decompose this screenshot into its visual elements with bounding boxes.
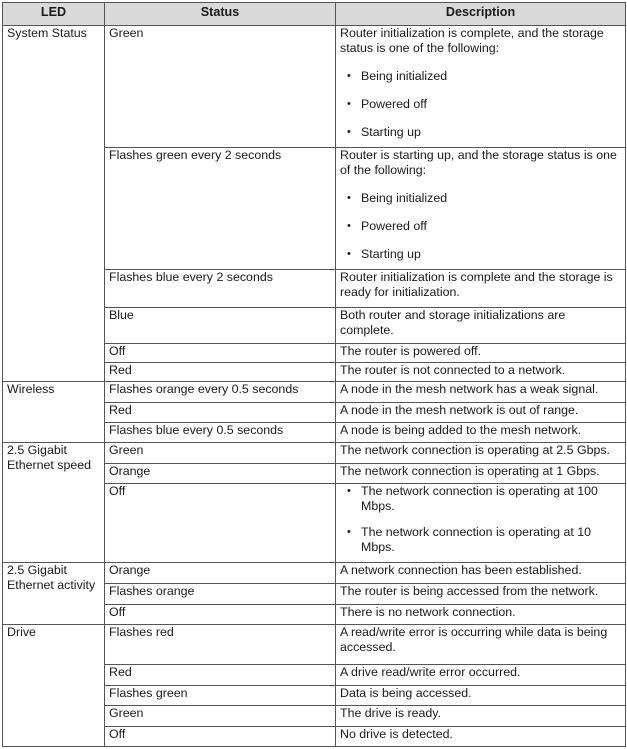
description-cell: No drive is detected. [336,727,626,747]
status-cell: Red [105,403,336,423]
status-cell: Flashes blue every 2 seconds [105,270,336,308]
table-row [3,625,626,665]
status-cell: Green [105,26,336,148]
led-name-ethernet-activity: 2.5 Gigabit Ethernet activity [3,563,105,625]
status-cell: Red [105,363,336,382]
led-name-ethernet-speed: 2.5 Gigabit Ethernet speed [3,443,105,563]
header-description: Description [336,3,626,26]
description-cell: Data is being accessed. [336,686,626,706]
status-cell: Flashes red [105,625,336,665]
status-cell: Off [105,605,336,625]
description-cell: The network connection is operating at 2.5 Gbps. [336,443,626,464]
table-header [3,3,626,26]
status-cell: Flashes orange [105,584,336,605]
description-cell: Router initialization is complete and the storage is ready for initialization. [336,270,626,308]
description-cell: A read/write error is occurring while data is being accessed. [336,625,626,665]
status-cell: Flashes green [105,686,336,706]
description-cell [336,148,626,270]
led-status-table [2,2,626,747]
description-cell: The router is not connected to a network. [336,363,626,382]
description-cell [336,26,626,148]
status-cell: Orange [105,563,336,584]
description-cell: A network connection has been established. [336,563,626,584]
table-body [3,26,626,747]
status-cell: Green [105,443,336,464]
description-cell: A drive read/write error occurred. [336,665,626,686]
bullet-item: • The network connection is operating at 100 Mbps. [340,484,621,514]
description-cell: A node in the mesh network has a weak signal. [336,382,626,403]
description-text: Router is starting up, and the storage status is one of the following: [340,148,617,177]
header-led: LED [3,3,105,26]
status-cell: Red [105,665,336,686]
description-cell: Both router and storage initializations are complete. [336,308,626,344]
status-cell: Flashes orange every 0.5 seconds [105,382,336,403]
header-row [3,3,626,26]
status-cell: Flashes green every 2 seconds [105,148,336,270]
description-cell: The network connection is operating at 1 Gbps. [336,464,626,484]
header-status: Status [105,3,336,26]
bullet-list [340,191,621,262]
led-name-wireless: Wireless [3,382,105,443]
bullet-item: • The network connection is operating at 10 Mbps. [340,525,621,555]
status-cell: Off [105,727,336,747]
status-cell: Orange [105,464,336,484]
description-cell: The drive is ready. [336,706,626,727]
description-cell: The router is powered off. [336,344,626,363]
led-name-drive: Drive [3,625,105,747]
status-cell: Blue [105,308,336,344]
led-name-system-status: System Status [3,26,105,382]
bullet-item: • Powered off [340,97,621,112]
bullet-item: • Starting up [340,125,621,140]
description-cell [336,484,626,563]
bullet-item: • Being initialized [340,69,621,84]
table-row [3,563,626,584]
bullet-item: • Being initialized [340,191,621,206]
bullet-item: • Powered off [340,219,621,234]
description-text: Router initialization is complete, and the storage status is one of the following: [340,26,604,55]
bullet-item: • Starting up [340,247,621,262]
description-cell: A node is being added to the mesh network. [336,423,626,443]
status-cell: Off [105,484,336,563]
description-cell: There is no network connection. [336,605,626,625]
description-cell: The router is being accessed from the network. [336,584,626,605]
status-cell: Flashes blue every 0.5 seconds [105,423,336,443]
status-cell: Green [105,706,336,727]
table-row [3,26,626,148]
bullet-list [340,69,621,140]
table-row [3,443,626,464]
status-cell: Off [105,344,336,363]
table-row [3,382,626,403]
bullet-list [340,484,621,556]
description-cell: A node in the mesh network is out of range. [336,403,626,423]
